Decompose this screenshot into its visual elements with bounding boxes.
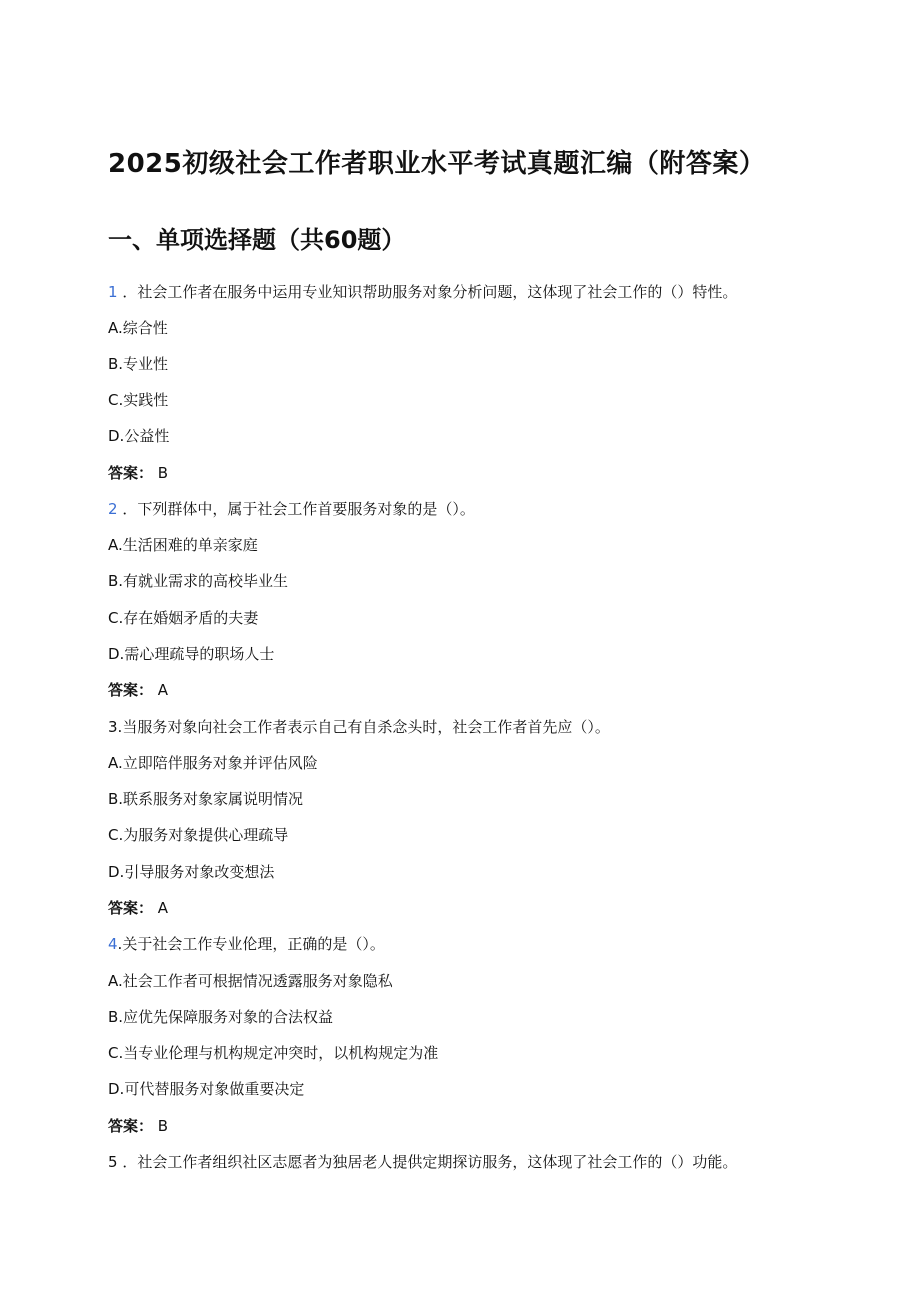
option-b: B.联系服务对象家属说明情况	[108, 790, 304, 808]
question-text: ．社会工作者在服务中运用专业知识帮助服务对象分析问题，这体现了社会工作的（）特性。	[122, 283, 738, 301]
question-stem	[108, 497, 475, 521]
question-text: .关于社会工作专业伦理，正确的是（）。	[117, 935, 385, 953]
question-number: 2	[108, 500, 118, 518]
option-a: A.社会工作者可根据情况透露服务对象隐私	[108, 972, 393, 990]
question-number: 3	[108, 718, 118, 736]
option-c: C.实践性	[108, 391, 169, 409]
answer-line	[108, 896, 168, 920]
option-b: B.专业性	[108, 355, 169, 373]
question-number: 5	[108, 1153, 118, 1171]
question-stem	[108, 715, 610, 739]
answer-line	[108, 678, 168, 702]
question-stem	[108, 1150, 737, 1174]
answer-line	[108, 1114, 168, 1138]
answer-label: 答案：	[108, 899, 154, 917]
option-c: C.为服务对象提供心理疏导	[108, 826, 289, 844]
option-b: B.应优先保障服务对象的合法权益	[108, 1008, 334, 1026]
answer-value: B	[157, 464, 169, 482]
section-title: 一、单项选择题（共60题）	[108, 226, 406, 254]
option-a: A.生活困难的单亲家庭	[108, 536, 258, 554]
option-d: D.引导服务对象改变想法	[108, 863, 275, 881]
answer-value: A	[157, 899, 169, 917]
option-d: D.可代替服务对象做重要决定	[108, 1080, 305, 1098]
option-c: C.存在婚姻矛盾的夫妻	[108, 609, 259, 627]
answer-line	[108, 461, 168, 485]
option-d: D.公益性	[108, 427, 170, 445]
question-number: 1	[108, 283, 118, 301]
option-a: A.立即陪伴服务对象并评估风险	[108, 754, 318, 772]
answer-label: 答案：	[108, 1117, 154, 1135]
question-stem	[108, 280, 737, 304]
question-number: 4	[108, 935, 118, 953]
question-text: ．社会工作者组织社区志愿者为独居老人提供定期探访服务，这体现了社会工作的（）功能。	[122, 1153, 738, 1171]
answer-label: 答案：	[108, 681, 154, 699]
question-text: .当服务对象向社会工作者表示自己有自杀念头时，社会工作者首先应（）。	[117, 718, 610, 736]
answer-value: A	[157, 681, 169, 699]
answer-label: 答案：	[108, 464, 154, 482]
option-a: A.综合性	[108, 319, 168, 337]
question-stem	[108, 932, 385, 956]
option-d: D.需心理疏导的职场人士	[108, 645, 275, 663]
question-text: ．下列群体中，属于社会工作首要服务对象的是（）。	[122, 500, 475, 518]
option-c: C.当专业伦理与机构规定冲突时，以机构规定为准	[108, 1044, 439, 1062]
document-title: 2025初级社会工作者职业水平考试真题汇编（附答案）	[108, 149, 766, 179]
option-b: B.有就业需求的高校毕业生	[108, 572, 289, 590]
answer-value: B	[157, 1117, 169, 1135]
